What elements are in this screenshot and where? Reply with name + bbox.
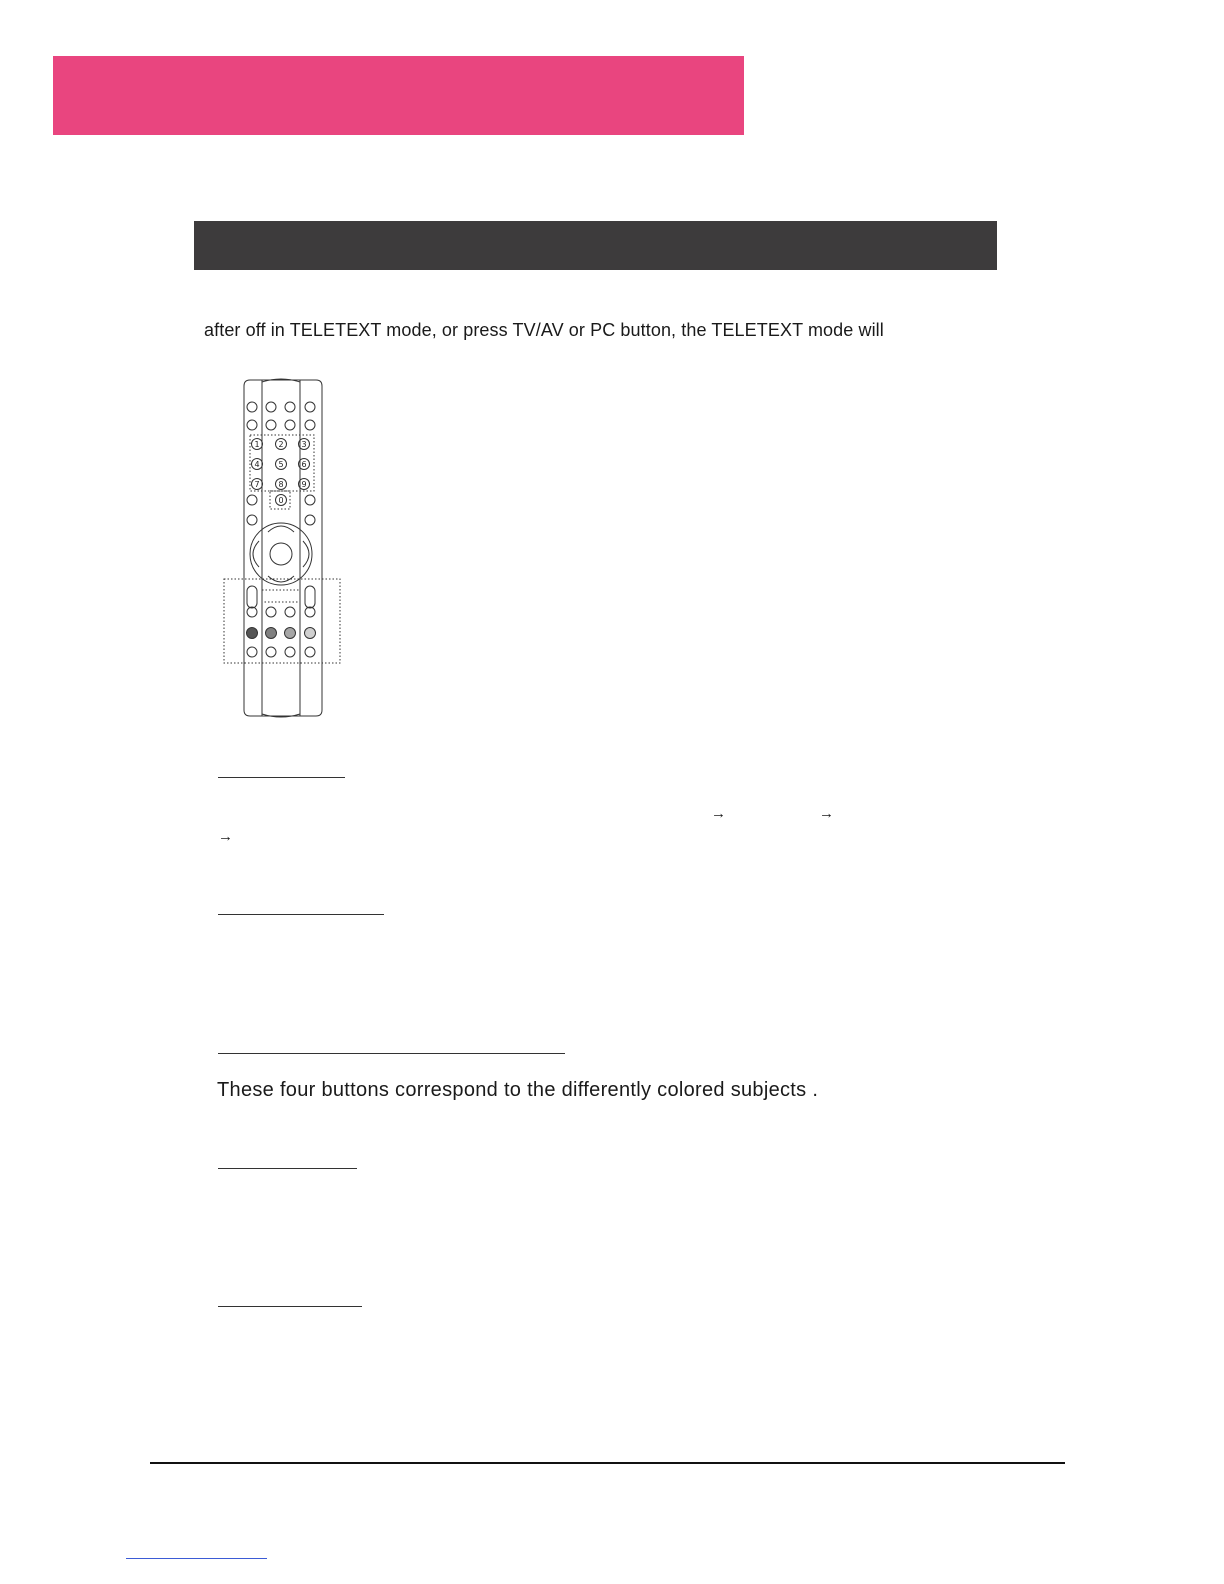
colored-buttons-description: These four buttons correspond to the differently colored subjects .: [217, 1079, 819, 1101]
num-key-9: 9: [301, 480, 307, 489]
chapter-banner: [53, 56, 744, 135]
section-heading-underline-5: [218, 1306, 362, 1307]
footer-rule: [150, 1462, 1065, 1464]
red-color-button: [247, 628, 258, 639]
num-key-6: 6: [301, 460, 307, 469]
num-key-0: 0: [278, 496, 284, 505]
num-key-2: 2: [278, 440, 284, 449]
section-heading-underline-4: [218, 1168, 357, 1169]
remote-control-illustration: [218, 372, 348, 722]
section-header-bar: [194, 221, 997, 270]
section-heading-underline-1: [218, 777, 345, 778]
num-key-7: 7: [254, 480, 260, 489]
green-color-button: [266, 628, 277, 639]
yellow-color-button: [285, 628, 296, 639]
num-key-3: 3: [301, 440, 307, 449]
section-heading-underline-2: [218, 914, 384, 915]
intro-paragraph: after off in TELETEXT mode, or press TV/AV or PC button, the TELETEXT mode will: [204, 320, 884, 340]
arrow-icon: →: [218, 828, 233, 845]
num-key-5: 5: [278, 460, 284, 469]
num-key-4: 4: [254, 460, 260, 469]
num-key-8: 8: [278, 480, 284, 489]
blue-color-button: [305, 628, 316, 639]
arrow-icon: →: [819, 805, 834, 822]
footer-link-underline: [126, 1558, 267, 1559]
section-heading-underline-3: [218, 1053, 565, 1054]
arrow-icon: →: [711, 805, 726, 822]
num-key-1: 1: [254, 440, 260, 449]
